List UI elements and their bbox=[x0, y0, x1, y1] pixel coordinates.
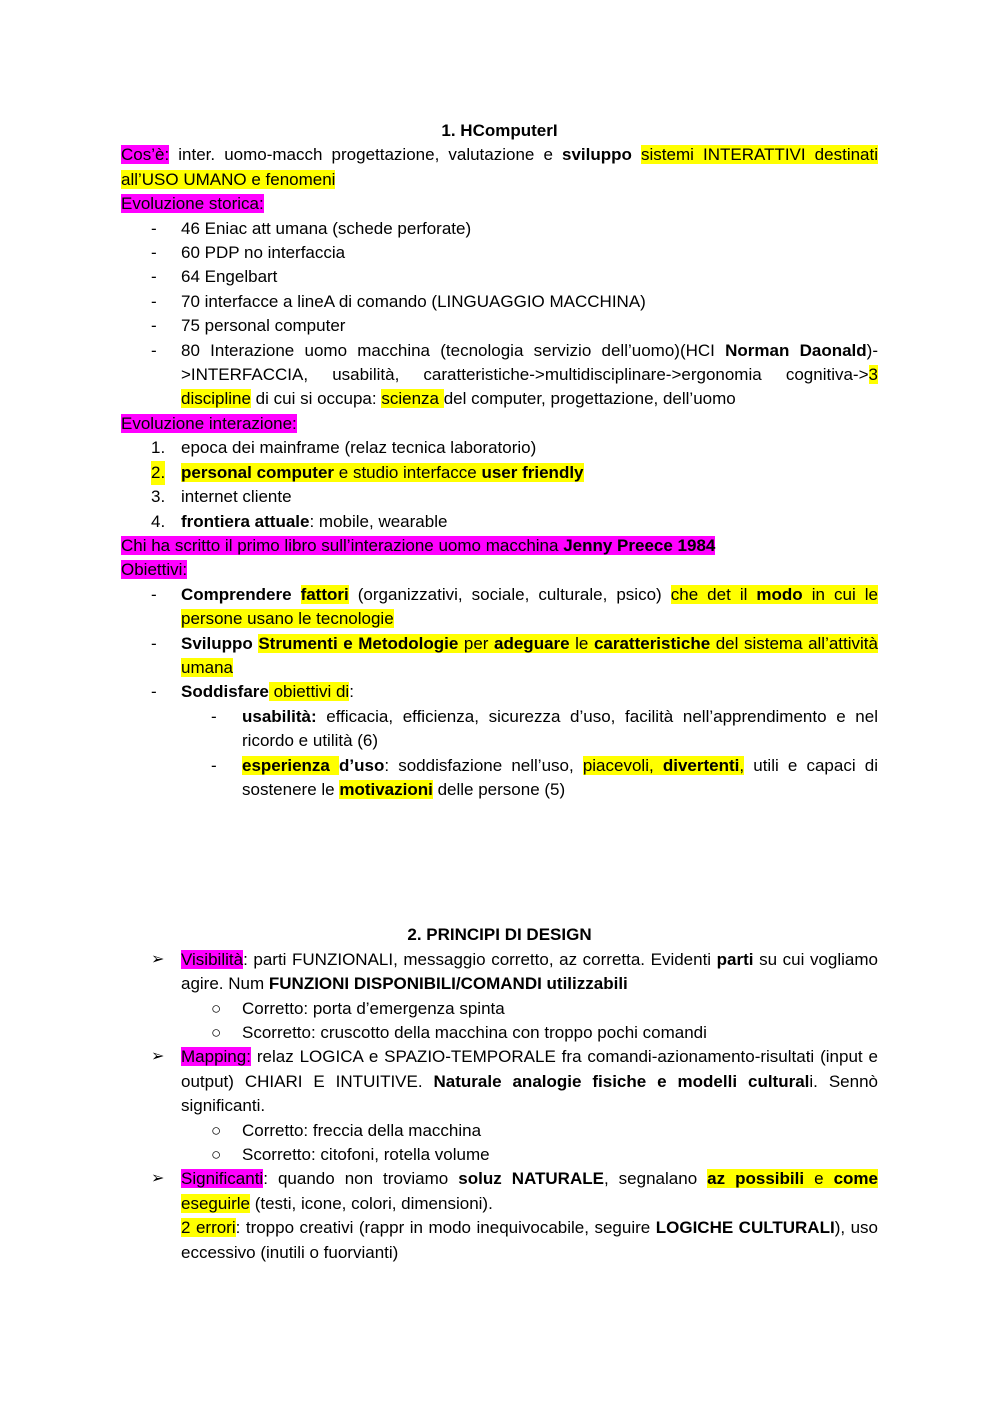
arrow-bullet-icon: ➢ bbox=[151, 1048, 165, 1066]
list-item: - 60 PDP no interfaccia bbox=[151, 243, 346, 263]
list-item: - esperienza d’uso: soddisfazione nell’uso, piacevoli, divertenti, utili e capaci di sostenere le motivazioni delle persone (5) bbox=[211, 755, 878, 799]
list-item: - Soddisfare obiettivi di: bbox=[151, 682, 354, 702]
list-item: 3. internet cliente bbox=[151, 487, 292, 507]
obiettivi-heading: Obiettivi: bbox=[121, 560, 188, 580]
list-item: 1. epoca dei mainframe (relaz tecnica laboratorio) bbox=[151, 438, 537, 458]
section-1-title: 1. HComputerI bbox=[441, 121, 558, 140]
evoluzione-storica-list bbox=[121, 217, 878, 412]
principi-list bbox=[121, 1167, 878, 1216]
errori-paragraph: 2 errori: troppo creativi (rappr in modo inequivocabile, seguire LOGICHE CULTURALI), uso eccessivo (inutili o fuorvianti) bbox=[181, 1218, 878, 1262]
list-item: ➢ Significanti: quando non troviamo soluz NATURALE, segnalano az possibili e come eseguirle (testi, icone, colori, dimensioni). bbox=[151, 1169, 878, 1213]
arrow-bullet-icon: ➢ bbox=[151, 950, 165, 968]
document-page bbox=[121, 119, 878, 1265]
list-item: 2. personal computer e studio interfacce user friendly bbox=[121, 461, 878, 485]
libro-line: Chi ha scritto il primo libro sull’interazione uomo macchina Jenny Preece 1984 bbox=[121, 535, 716, 555]
principi-list bbox=[121, 1045, 878, 1118]
list-item: ○ Corretto: porta d’emergenza spinta bbox=[121, 997, 878, 1021]
obiettivi-sublist bbox=[121, 705, 878, 803]
visibilita-examples bbox=[121, 997, 878, 1046]
list-item: - 64 Engelbart bbox=[151, 267, 278, 287]
list-item: - 80 Interazione uomo macchina (tecnologia servizio dell’uomo)(HCI Norman Daonald)->INTERFACCIA, usabilità, caratteristiche->multidisciplinare->ergonomia cognitiva->3 discipline di cui si occupa: scienza del computer, progettazione, dell’uomo bbox=[151, 340, 878, 409]
list-item: - 75 personal computer bbox=[151, 316, 346, 336]
circle-bullet-icon: ○ bbox=[211, 1023, 222, 1042]
list-item: ➢ Mapping: relaz LOGICA e SPAZIO-TEMPORALE fra comandi-azionamento-risultati (input e output) CHIARI E INTUITIVE. Naturale analogie fisiche e modelli culturali. Sennò significanti. bbox=[151, 1047, 878, 1116]
list-item: ○ Corretto: freccia della macchina bbox=[121, 1119, 878, 1143]
evoluzione-interazione-heading: Evoluzione interazione: bbox=[121, 413, 297, 433]
obiettivi-list bbox=[121, 583, 878, 705]
list-item: - 70 interfacce a lineA di comando (LINGUAGGIO MACCHINA) bbox=[151, 291, 646, 311]
list-item: ○ Scorretto: cruscotto della macchina con troppo pochi comandi bbox=[121, 1021, 878, 1045]
section-2-title: 2. PRINCIPI DI DESIGN bbox=[407, 925, 592, 945]
list-item: ○ Scorretto: citofoni, rotella volume bbox=[121, 1143, 878, 1167]
evoluzione-storica-heading: Evoluzione storica: bbox=[121, 194, 264, 214]
list-item: - Comprendere fattori (organizzativi, sociale, culturale, psico) che det il modo in cui le persone usano le tecnologie bbox=[151, 584, 878, 629]
list-item: - 46 Eniac att umana (schede perforate) bbox=[151, 218, 472, 238]
definition-paragraph: Cos’è: inter. uomo-macch progettazione, valutazione e sviluppo sistemi INTERATTIVI destinati all’USO UMANO e fenomeni bbox=[121, 145, 879, 189]
section-spacer bbox=[121, 802, 878, 923]
mapping-examples bbox=[121, 1119, 878, 1168]
circle-bullet-icon: ○ bbox=[211, 1145, 222, 1165]
circle-bullet-icon: ○ bbox=[211, 1120, 222, 1140]
list-item: ➢ Visibilità: parti FUNZIONALI, messaggio corretto, az corretta. Evidenti parti su cui vogliamo agire. Num FUNZIONI DISPONIBILI/COMANDI utilizzabili bbox=[151, 949, 878, 994]
cose-label: Cos’è: bbox=[121, 145, 170, 165]
circle-bullet-icon: ○ bbox=[211, 998, 222, 1018]
evoluzione-interazione-list bbox=[121, 436, 878, 534]
list-item: - Sviluppo Strumenti e Metodologie per adeguare le caratteristiche del sistema all’attività umana bbox=[151, 633, 878, 677]
arrow-bullet-icon: ➢ bbox=[151, 1170, 165, 1188]
principi-list bbox=[121, 948, 878, 997]
list-item: 4. frontiera attuale: mobile, wearable bbox=[151, 511, 448, 531]
list-item: - usabilità: efficacia, efficienza, sicurezza d’uso, facilità nell’apprendimento e nel ricordo e utilità (6) bbox=[211, 706, 878, 751]
